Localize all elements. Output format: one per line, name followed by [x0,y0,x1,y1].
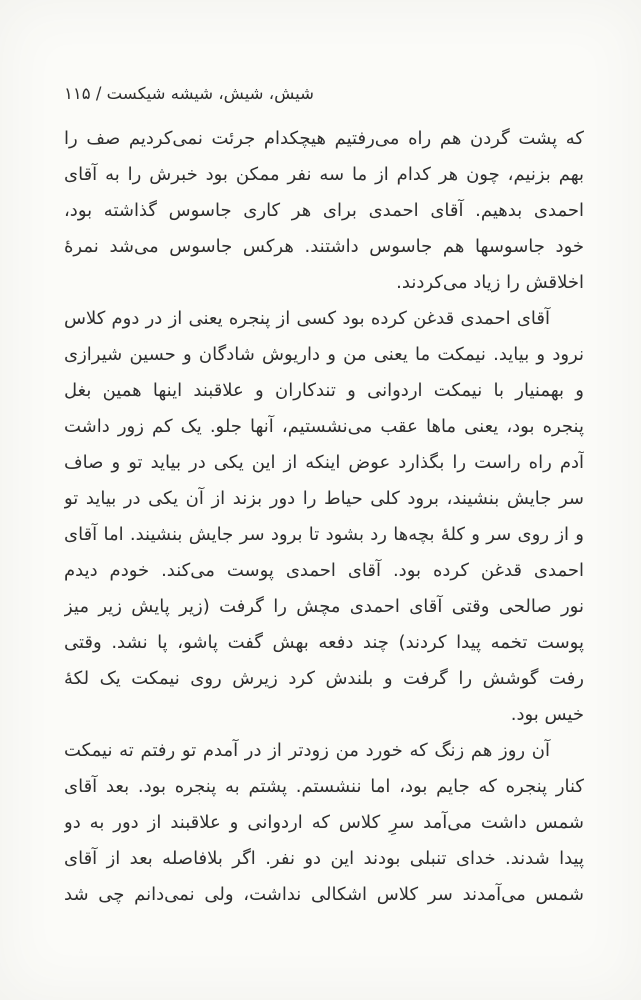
paragraph-2-line-11: رفت گوشش را گرفت و بلندش کرد زیرش روی نیمکت یک لکهٔ [64,668,584,689]
paragraph-2-line-4: پنجره بود، یعنی ماها عقب می‌نشستیم، آنها جلو. یک کم زور داشت [64,416,584,437]
paragraph-3-line-2: کنار پنجره که جایم بود، اما ننشستم. پشتم به پنجره بود. بعد آقای [64,776,584,797]
paragraph-2-line-9: نور صالحی وقتی آقای احمدی مچش را گرفت (زیر پایش زیر میز [64,596,584,617]
page-body [64,121,584,913]
paragraph-1-line-5: اخلاقش را زیاد می‌کردند. [396,272,584,293]
paragraph-2-line-12: خیس بود. [510,704,584,725]
paragraph-2-line-6: سر جایش بنشیند، برود کلی حیاط را دور بزند از آن یکی در بیاید تو [64,488,584,509]
paragraph-1-line-3: احمدی بدهیم. آقای احمدی برای هر کاری جاسوس گذاشته بود، [64,200,584,221]
paragraph-1-line-4: خود جاسوسها هم جاسوس داشتند. هرکس جاسوس می‌شد نمرهٔ [64,236,584,257]
paragraph-3-line-4: پیدا شدند. خدای تنبلی بودند این دو نفر. اگر بلافاصله بعد از آقای [64,848,584,869]
paragraph-3-line-1: آن روز هم زنگ که خورد من زودتر از در آمدم تو رفتم ته نیمکت [64,740,550,761]
paragraph-1-line-2: بهم بزنیم، چون هر کدام از ما سه نفر ممکن بود خبرش را به آقای [64,164,584,185]
running-head-text: شیش، شیش، شیشه شیکست / ۱۱۵ [64,84,314,103]
paragraph-2-line-2: نرود و بیاید. نیمکت ما یعنی من و داریوش شادگان و حسین شیرازی [64,344,584,365]
paragraph-1-line-1: که پشت گردن هم راه می‌رفتیم هیچکدام جرئت نمی‌کردیم صف را [64,128,584,149]
paragraph-3-line-3: شمس داشت می‌آمد سرِ کلاس که اردوانی و علاقبند از دور به دو [64,812,584,833]
paragraph-3-line-5: شمس می‌آمدند سر کلاس اشکالی نداشت، ولی نمی‌دانم چی شد [64,884,584,905]
paragraph-2-line-1: آقای احمدی قدغن کرده بود کسی از پنجره یعنی از در دوم کلاس [64,308,550,329]
paragraph-2-line-7: و از روی سر و کلهٔ بچه‌ها رد بشود تا برود سر جایش بنشیند. اما آقای [64,524,584,545]
paragraph-2-line-10: پوست تخمه پیدا کردند) چند دفعه بهش گفت پاشو، پا نشد. وقتی [64,632,584,653]
running-head [64,80,314,108]
paragraph-2-line-3: و بهمنیار با نیمکت اردوانی و تندکاران و علاقبند اینها همین بغل [64,380,584,401]
paragraph-2-line-5: آدم راه راست را بگذارد عوض اینکه از این یکی در بیاید تو و صاف [64,452,584,473]
paragraph-2-line-8: احمدی قدغن کرده بود. آقای احمدی پوست می‌کند. خودم دیدم [64,560,584,581]
